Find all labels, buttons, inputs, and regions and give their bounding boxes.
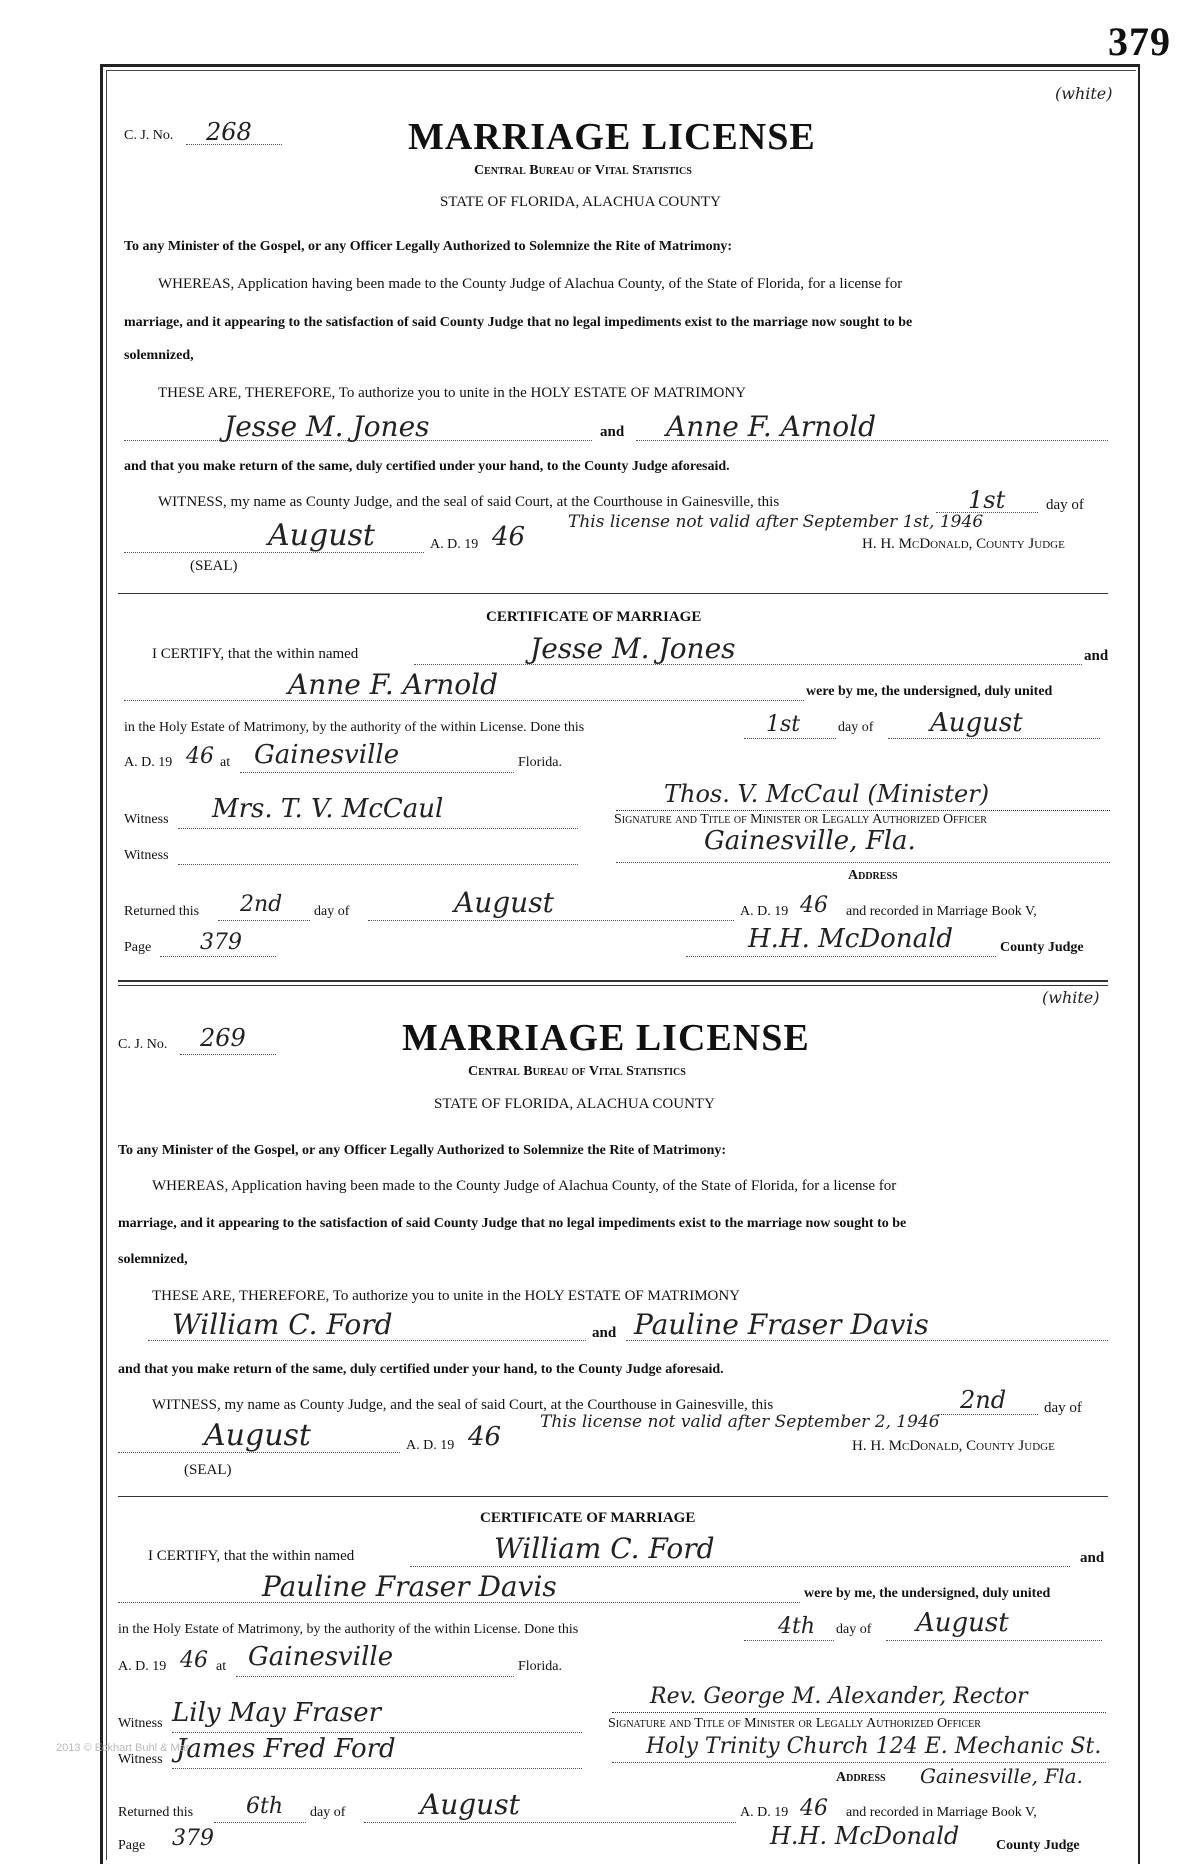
license-title: MARRIAGE LICENSE <box>408 116 816 158</box>
and-label: and <box>592 1325 617 1341</box>
at-label: at <box>220 755 231 770</box>
validity-note: This license not valid after September 1st, 1946 <box>568 512 984 532</box>
done-year: 46 <box>186 744 214 769</box>
returned-day-of: day of <box>310 1805 346 1820</box>
seal-label: (SEAL) <box>184 1462 232 1478</box>
return-line: and that you make return of the same, duly certified under your hand, to the County Judge aforesaid. <box>124 459 730 474</box>
witness-label-2: Witness <box>118 1752 163 1767</box>
witness-clause: WITNESS, my name as County Judge, and the seal of said Court, at the Courthouse in Gainesville, this <box>158 494 780 510</box>
judge-name: H. H. McDonald, County Judge <box>852 1438 1055 1454</box>
returned-day-of: day of <box>314 904 350 919</box>
watermark: 2013 © Eckhart Buhl & Mar... <box>56 1742 199 1754</box>
day-of-label: day of <box>1044 1400 1082 1416</box>
done-day-of: day of <box>838 720 874 735</box>
cert-bride: Pauline Fraser Davis <box>262 1570 557 1603</box>
validity-note: This license not valid after September 2, 1946 <box>540 1412 940 1432</box>
groom-name: Jesse M. Jones <box>224 410 430 443</box>
officer-address-city: Gainesville, Fla. <box>920 1764 1083 1788</box>
page-value: 379 <box>172 1826 214 1851</box>
whereas-line-1: WHEREAS, Application having been made to the County Judge of Alachua County, of the State of Florida, for a license for <box>152 1178 897 1194</box>
certify-label: I CERTIFY, that the within named <box>152 646 359 662</box>
witness-1: Mrs. T. V. McCaul <box>212 794 444 824</box>
signature-title-label: Signature and Title of Minister or Legally Authorized Officer <box>614 812 987 827</box>
ad-label: A. D. 19 <box>430 537 479 552</box>
address-label: Address <box>848 868 898 883</box>
state-county: STATE OF FLORIDA, ALACHUA COUNTY <box>440 194 721 210</box>
cert-groom: William C. Ford <box>494 1532 715 1565</box>
officer-signature: Rev. George M. Alexander, Rector <box>650 1684 1028 1709</box>
page-label: Page <box>124 940 152 955</box>
certificate-title: CERTIFICATE OF MARRIAGE <box>480 1510 696 1526</box>
witness-clause: WITNESS, my name as County Judge, and the seal of said Court, at the Courthouse in Gainesville, this <box>152 1397 774 1413</box>
returned-year: 46 <box>800 1796 828 1821</box>
united-label: were by me, the undersigned, duly united <box>806 684 1053 699</box>
issue-month: August <box>268 518 375 553</box>
bride-name: Pauline Fraser Davis <box>634 1308 929 1341</box>
bureau-label: Central Bureau of Vital Statistics <box>468 1064 686 1079</box>
returned-day: 2nd <box>240 892 283 917</box>
holy-estate-line: in the Holy Estate of Matrimony, by the authority of the within License. Done this <box>124 720 585 735</box>
issue-year: 46 <box>468 1422 502 1452</box>
witness-1: Lily May Fraser <box>172 1698 382 1728</box>
salutation: To any Minister of the Gospel, or any Officer Legally Authorized to Solemnize the Rite of Matrimony: <box>118 1143 727 1158</box>
witness-2: James Fred Ford <box>176 1734 396 1764</box>
frame-border-top-inner <box>106 70 1136 71</box>
ad-label: A. D. 19 <box>124 755 173 770</box>
license-title: MARRIAGE LICENSE <box>402 1017 810 1059</box>
judge-name: H. H. McDonald, County Judge <box>862 536 1065 552</box>
issue-day: 2nd <box>960 1386 1007 1414</box>
done-month: August <box>916 1608 1009 1638</box>
return-line: and that you make return of the same, duly certified under your hand, to the County Judge aforesaid. <box>118 1362 724 1377</box>
whereas-line-1: WHEREAS, Application having been made to the County Judge of Alachua County, of the State of Florida, for a license for <box>158 276 903 292</box>
marriage-place: Gainesville <box>254 740 400 770</box>
page-label: Page <box>118 1838 146 1853</box>
authorization-line: THESE ARE, THEREFORE, To authorize you to unite in the HOLY ESTATE OF MATRIMONY <box>158 385 747 401</box>
cj-number: 269 <box>200 1024 246 1052</box>
marriage-place: Gainesville <box>248 1642 394 1672</box>
issue-month: August <box>204 1418 311 1453</box>
returned-month: August <box>420 1788 520 1821</box>
returned-ad-label: A. D. 19 <box>740 1805 789 1820</box>
returned-label: Returned this <box>118 1805 194 1820</box>
witness-label-2: Witness <box>124 848 169 863</box>
officer-address: Holy Trinity Church 124 E. Mechanic St. <box>646 1734 1102 1759</box>
ad-label: A. D. 19 <box>118 1659 167 1674</box>
frame-border-left-inner <box>106 70 107 1860</box>
issue-year: 46 <box>492 522 526 552</box>
cj-number-label: C. J. No. <box>118 1037 168 1052</box>
and-label: and <box>1084 648 1109 664</box>
holy-estate-line: in the Holy Estate of Matrimony, by the authority of the within License. Done this <box>118 1622 579 1637</box>
page-value: 379 <box>200 930 242 955</box>
recorded-label: and recorded in Marriage Book V, <box>846 1805 1037 1820</box>
recorded-label: and recorded in Marriage Book V, <box>846 904 1037 919</box>
witness-label: Witness <box>124 812 169 827</box>
cj-number: 268 <box>206 118 252 146</box>
done-day-of: day of <box>836 1622 872 1637</box>
whereas-line-3: solemnized, <box>124 348 194 363</box>
ad-label: A. D. 19 <box>406 1438 455 1453</box>
frame-border-right <box>1138 64 1140 1864</box>
returned-month: August <box>454 886 554 919</box>
florida-label: Florida. <box>518 1659 562 1674</box>
certificate-title: CERTIFICATE OF MARRIAGE <box>486 609 702 625</box>
day-of-label: day of <box>1046 497 1084 513</box>
done-month: August <box>930 708 1023 738</box>
county-judge-label: County Judge <box>1000 940 1084 955</box>
cert-groom: Jesse M. Jones <box>530 632 736 665</box>
returned-year: 46 <box>800 893 828 918</box>
race-note: (white) <box>1055 84 1113 103</box>
groom-name: William C. Ford <box>172 1308 393 1341</box>
race-note: (white) <box>1042 988 1100 1007</box>
done-day: 4th <box>778 1614 816 1639</box>
issue-day: 1st <box>968 486 1006 514</box>
officer-address: Gainesville, Fla. <box>704 826 916 856</box>
returned-label: Returned this <box>124 904 200 919</box>
florida-label: Florida. <box>518 755 562 770</box>
seal-label: (SEAL) <box>190 558 238 574</box>
united-label: were by me, the undersigned, duly united <box>804 1586 1051 1601</box>
county-judge-label: County Judge <box>996 1838 1080 1853</box>
whereas-line-2: marriage, and it appearing to the satisfaction of said County Judge that no legal impediments exist to the marriage now sought to be <box>124 315 913 330</box>
returned-ad-label: A. D. 19 <box>740 904 789 919</box>
whereas-line-2: marriage, and it appearing to the satisfaction of said County Judge that no legal impediments exist to the marriage now sought to be <box>118 1216 907 1231</box>
judge-signature: H.H. McDonald <box>770 1822 960 1850</box>
done-day: 1st <box>766 712 801 737</box>
state-county: STATE OF FLORIDA, ALACHUA COUNTY <box>434 1096 715 1112</box>
at-label: at <box>216 1659 227 1674</box>
officer-signature: Thos. V. McCaul (Minister) <box>664 780 990 808</box>
witness-label: Witness <box>118 1716 163 1731</box>
page-number: 379 <box>1108 19 1171 64</box>
judge-signature: H.H. McDonald <box>748 924 954 954</box>
cert-bride: Anne F. Arnold <box>288 668 498 701</box>
and-label: and <box>600 424 625 440</box>
signature-title-label: Signature and Title of Minister or Legally Authorized Officer <box>608 1716 981 1731</box>
and-label: and <box>1080 1550 1105 1566</box>
cj-number-label: C. J. No. <box>124 128 174 143</box>
address-label: Address <box>836 1770 886 1785</box>
whereas-line-3: solemnized, <box>118 1252 188 1267</box>
bureau-label: Central Bureau of Vital Statistics <box>474 163 692 178</box>
frame-border-top <box>100 64 1140 67</box>
salutation: To any Minister of the Gospel, or any Officer Legally Authorized to Solemnize the Rite of Matrimony: <box>124 239 733 254</box>
frame-border-left <box>100 64 103 1864</box>
done-year: 46 <box>180 1648 208 1673</box>
certify-label: I CERTIFY, that the within named <box>148 1548 355 1564</box>
bride-name: Anne F. Arnold <box>666 410 876 443</box>
authorization-line: THESE ARE, THEREFORE, To authorize you to unite in the HOLY ESTATE OF MATRIMONY <box>152 1288 741 1304</box>
returned-day: 6th <box>246 1794 284 1819</box>
